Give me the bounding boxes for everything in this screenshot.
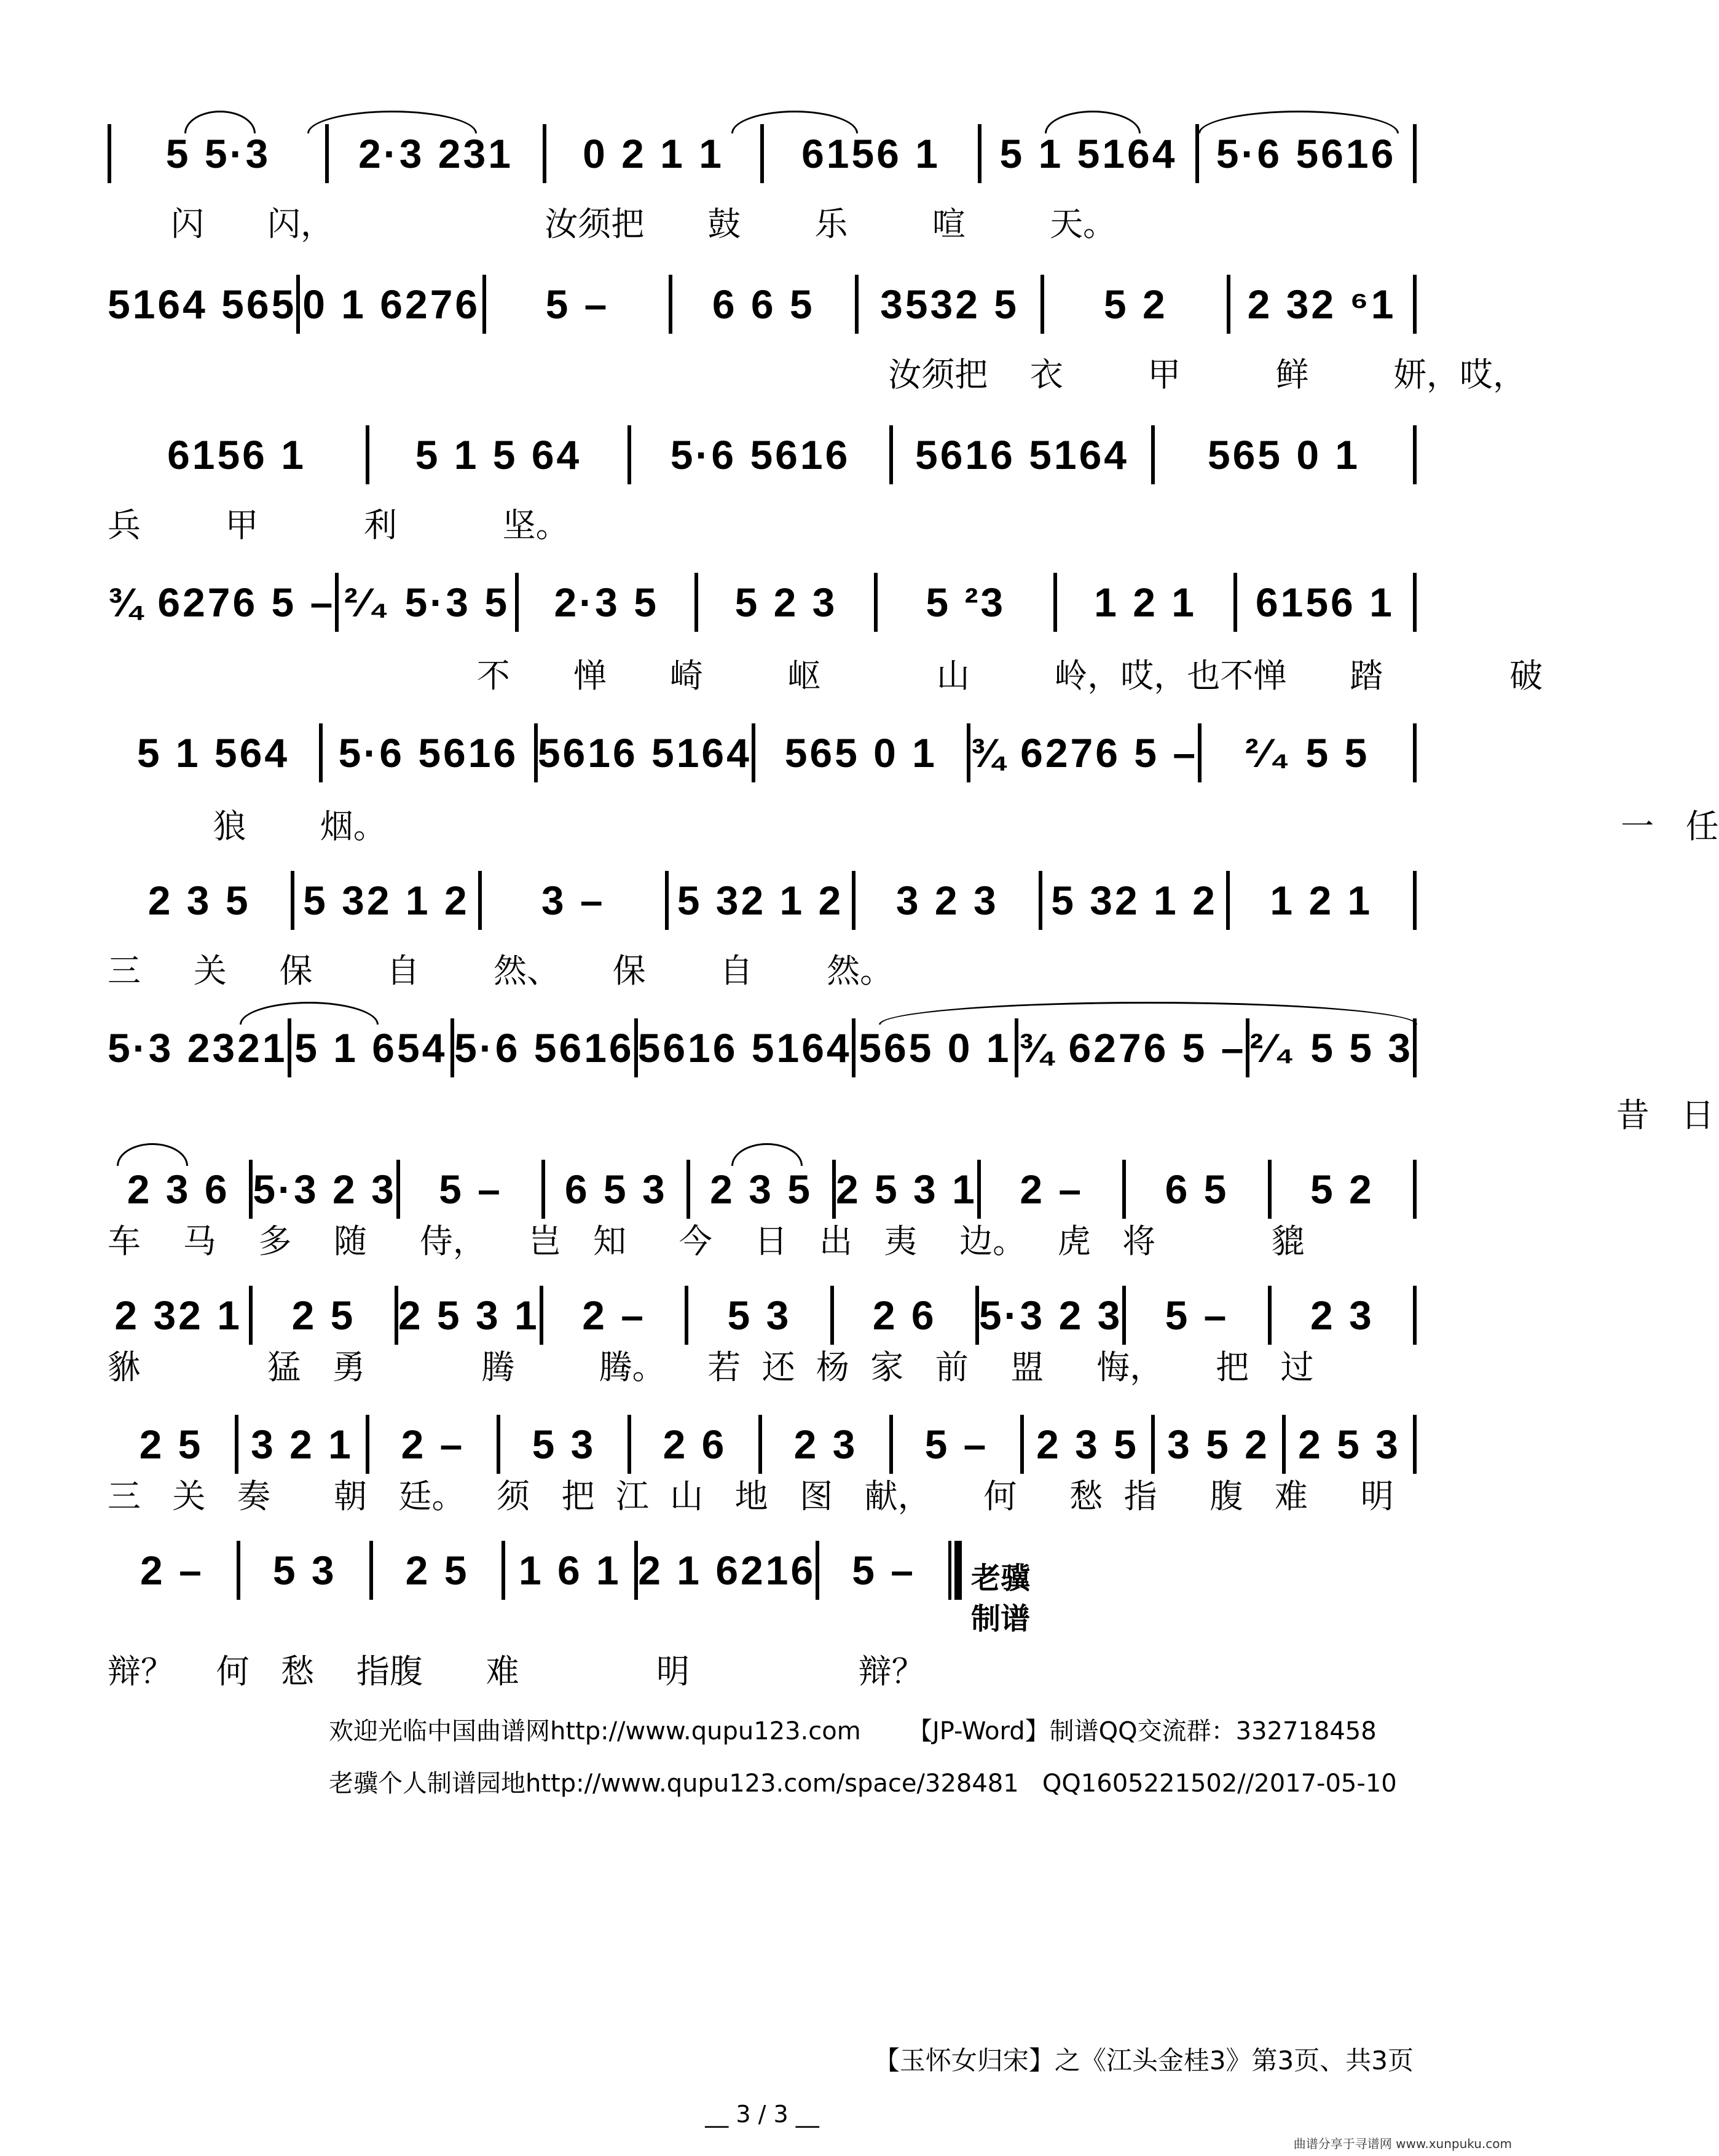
lyric-line-9: 貅 猛 勇 腾 腾。 若 还 杨 家 前 盟 悔， 把 过 [108, 1348, 1314, 1387]
signature-line: 老骥 [971, 1561, 1031, 1595]
score-row-6 [108, 867, 1417, 934]
measure: 5·3 2 3 [978, 1292, 1123, 1338]
final-barline [948, 1541, 962, 1600]
score-row-9 [108, 1281, 1417, 1349]
barline [1413, 425, 1417, 484]
slur [1198, 111, 1399, 133]
measure: 5 2 3 [734, 580, 838, 625]
measure: 1 6 1 [518, 1548, 621, 1593]
score-row-3 [108, 421, 1417, 489]
measure: 5 ²3 [926, 580, 1006, 625]
measure: 5·6 5616 [454, 1025, 634, 1071]
lyric-line-2: 汝须把 衣 甲 鲜 妍，哎， [108, 355, 1526, 394]
measure: 5616 5164 [915, 432, 1129, 478]
lyric-line-7: 昔 日 [108, 1096, 1715, 1135]
slur [731, 1143, 803, 1166]
barline [1413, 1160, 1417, 1219]
measure: 5·3 2 3 [253, 1167, 396, 1212]
measure: 2 32 1 [114, 1292, 242, 1338]
measure: 2 5 [139, 1422, 203, 1467]
measure: 5616 5164 [637, 1025, 852, 1071]
measure: 2 3 5 [1036, 1422, 1139, 1467]
measure: 2 6 [663, 1422, 727, 1467]
measure: 5·6 5616 [338, 730, 519, 776]
measure: 2 3 [1310, 1292, 1374, 1338]
measure: 2 3 [793, 1422, 858, 1467]
measure: ²⁄₄ 5 5 [1245, 730, 1370, 776]
lyric-line-8: 车 马 多 随 侍， 岂 知 今 日 出 夷 边。 虎 将 貔 [108, 1222, 1305, 1261]
lyric-line-6: 三 关 保 自 然、 保 自 然。 [108, 951, 894, 990]
measure: 5 – [852, 1548, 916, 1593]
measure: 1 2 1 [1270, 878, 1373, 923]
measure: 5 32 1 2 [677, 878, 844, 923]
arranger-signature [971, 1558, 1030, 1639]
barline [1413, 124, 1417, 183]
measure: 565 0 1 [859, 1025, 1012, 1071]
measure: 2·3 231 [358, 131, 513, 176]
footer-website-line: 欢迎光临中国曲谱网http://www.qupu123.com 【JP-Word】制谱QQ交流群：332718458 [329, 1717, 1377, 1745]
measure: 5·6 5616 [670, 432, 851, 478]
lyric-line-10: 三 关 奏 朝 廷。 须 把 江 山 地 图 献， 何 愁 指 腹 难 明 [108, 1477, 1394, 1516]
lyric-line-5: 狼 烟。 一 任 [108, 807, 1719, 846]
measure: ¾ 6276 5 – [108, 580, 336, 625]
slur [1045, 111, 1141, 133]
measure: 6 5 3 [564, 1167, 667, 1212]
slur [879, 1002, 1417, 1025]
measure: 5 3 [532, 1422, 596, 1467]
measure: 2 3 6 [127, 1167, 230, 1212]
measure: 6156 1 [167, 432, 306, 478]
score-row-4 [108, 569, 1417, 636]
measure: 2 – [401, 1422, 465, 1467]
measure: 3 5 2 [1167, 1422, 1270, 1467]
measure: 2 5 3 [1298, 1422, 1401, 1467]
measure: 5·3 2321 [108, 1025, 288, 1071]
measure: 6 5 [1165, 1167, 1229, 1212]
slur [731, 111, 858, 133]
measure: 2 5 [291, 1292, 356, 1338]
page-title: 【玉怀女归宋】之《江头金桂3》第3页、共3页 [873, 2045, 1414, 2075]
measure: 0 1 6276 [302, 281, 481, 327]
slur [117, 1143, 188, 1166]
measure: 5 3 [727, 1292, 792, 1338]
score-row-2 [108, 270, 1417, 338]
measure: 565 0 1 [1207, 432, 1361, 478]
measure: 5 32 1 2 [1051, 878, 1217, 923]
lyric-line-11: 辩？ 何 愁 指腹 难 明 辩？ [108, 1652, 925, 1691]
lyric-line-1: 闪 闪， 汝须把 鼓 乐 喧 天。 [108, 205, 1117, 243]
lyric-line-3: 兵 甲 利 坚。 [108, 506, 569, 545]
score-row-5 [108, 719, 1417, 787]
measure: 3 2 3 [895, 878, 999, 923]
measure: ¾ 6276 5 – [1018, 1025, 1246, 1071]
measure: 3 2 1 [251, 1422, 353, 1467]
measure: 5 2 [1103, 281, 1168, 327]
barline [1413, 1018, 1417, 1077]
measure: 5 5·3 [165, 131, 271, 176]
measure: 5 – [1165, 1292, 1229, 1338]
measure: 2 6 [872, 1292, 937, 1338]
measure: 5 – [439, 1167, 503, 1212]
barline [1413, 723, 1417, 782]
measure: 565 0 1 [784, 730, 937, 776]
measure: 2·3 5 [554, 580, 659, 625]
measure: 6 6 5 [712, 281, 815, 327]
measure: 6156 1 [801, 131, 940, 176]
barline [1413, 275, 1417, 334]
measure: 5 32 1 2 [303, 878, 470, 923]
measure: 5 2 [1310, 1167, 1374, 1212]
measure: 2 5 [405, 1548, 470, 1593]
measure: 6156 1 [1255, 580, 1394, 625]
page-number: __ 3 / 3 __ [705, 2101, 819, 2128]
slur [184, 111, 256, 133]
barline [1413, 871, 1417, 930]
measure: 2 3 5 [710, 1167, 812, 1212]
barline [1413, 1286, 1417, 1345]
signature-line: 制谱 [971, 1602, 1031, 1636]
measure: 3 – [541, 878, 605, 923]
measure: 5·6 5616 [1216, 131, 1396, 176]
measure: 2 – [582, 1292, 646, 1338]
measure: 5164 565 [108, 281, 297, 327]
measure: 5616 5164 [537, 730, 752, 776]
measure: 0 2 1 1 [583, 131, 724, 176]
measure: 3532 5 [880, 281, 1019, 327]
barline [1413, 1415, 1417, 1474]
measure: 5 1 564 [136, 730, 290, 776]
slur [240, 1002, 379, 1025]
measure: 1 2 1 [1094, 580, 1197, 625]
measure: 2 3 5 [148, 878, 251, 923]
measure: 5 3 [272, 1548, 337, 1593]
measure: 5 1 654 [294, 1025, 447, 1071]
measure: 5 1 5 64 [415, 432, 582, 478]
measure: ²⁄₄ 5·3 5 [344, 580, 510, 625]
measure: 2 5 3 1 [398, 1292, 540, 1338]
measure: 5 – [545, 281, 610, 327]
measure: 2 – [1020, 1167, 1084, 1212]
footer-author-line: 老骥个人制谱园地http://www.qupu123.com/space/328481 QQ1605221502//2017-05-10 [329, 1769, 1397, 1798]
score-row-11 [108, 1536, 962, 1604]
watermark: 曲谱分享于寻谱网 www.xunpuku.com [1293, 2136, 1512, 2151]
slur [307, 111, 477, 133]
score-row-10 [108, 1410, 1417, 1478]
measure: 5 1 5164 [999, 131, 1178, 176]
measure: 2 – [140, 1548, 204, 1593]
measure: 2 32 ⁶1 [1247, 281, 1396, 327]
measure: ¾ 6276 5 – [970, 730, 1198, 776]
measure: 5 – [924, 1422, 989, 1467]
measure: 2 5 3 1 [835, 1167, 977, 1212]
measure: ²⁄₄ 5 5 3 [1249, 1025, 1414, 1071]
lyric-line-4: 不 惮 崎 岖 山 岭，哎，也不惮 踏 破 [108, 656, 1543, 695]
measure: 2 1 6216 [638, 1548, 816, 1593]
barline [1413, 573, 1417, 632]
